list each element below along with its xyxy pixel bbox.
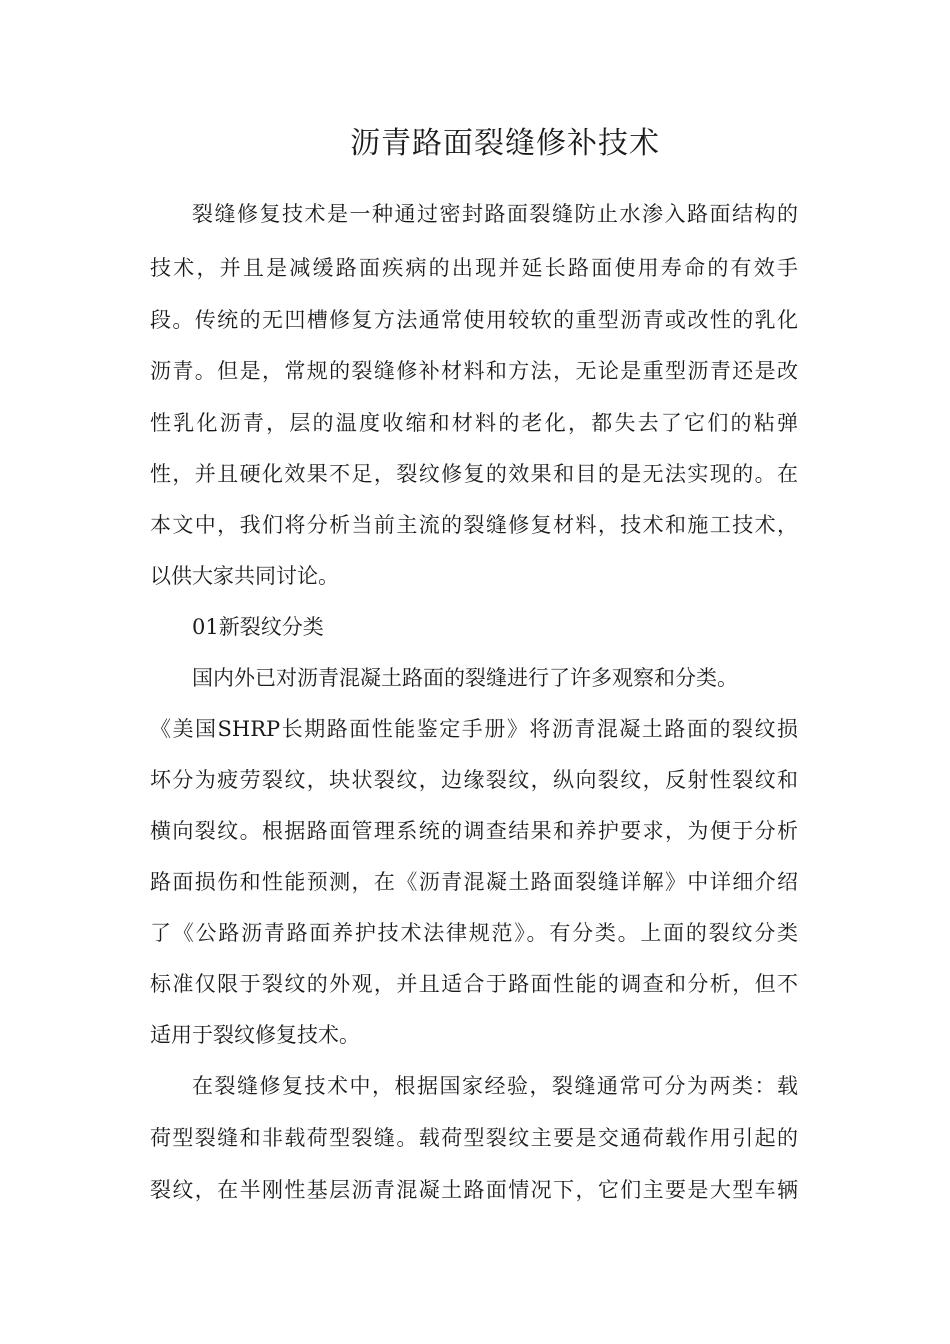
- paragraph-line: 沥青。但是，常规的裂缝修补材料和方法，无论是重型沥青还是改: [150, 359, 798, 383]
- paragraph-line: 国内外已对沥青混凝土路面的裂缝进行了许多观察和分类。: [192, 666, 738, 690]
- paragraph-line: 《美国SHRP长期路面性能鉴定手册》将沥青混凝土路面的裂纹损: [150, 717, 798, 741]
- paragraph-line: 裂缝修复技术是一种通过密封路面裂缝防止水渗入路面结构的: [192, 202, 798, 226]
- paragraph-line: 性，并且硬化效果不足，裂纹修复的效果和目的是无法实现的。在: [150, 462, 798, 486]
- paragraph-line: 荷型裂缝和非载荷型裂缝。载荷型裂纹主要是交通荷载作用引起的: [150, 1126, 798, 1150]
- paragraph-line: 了《公路沥青路面养护技术法律规范》。有分类。上面的裂纹分类: [150, 921, 798, 945]
- paragraph-line: 横向裂纹。根据路面管理系统的调查结果和养护要求，为便于分析: [150, 819, 798, 843]
- document-title: 沥青路面裂缝修补技术: [350, 126, 660, 161]
- paragraph-line: 裂纹，在半刚性基层沥青混凝土路面情况下，它们主要是大型车辆: [150, 1178, 798, 1202]
- paragraph-line: 段。传统的无凹槽修复方法通常使用较软的重型沥青或改性的乳化: [150, 308, 798, 332]
- paragraph-line: 以供大家共同讨论。: [150, 564, 339, 588]
- paragraph-line: 技术，并且是减缓路面疾病的出现并延长路面使用寿命的有效手: [150, 256, 798, 280]
- paragraph-line: 本文中，我们将分析当前主流的裂缝修复材料，技术和施工技术，: [150, 513, 798, 537]
- paragraph-line: 路面损伤和性能预测，在《沥青混凝土路面裂缝详解》中详细介绍: [150, 870, 798, 894]
- section-heading: 01新裂纹分类: [192, 615, 324, 639]
- paragraph-line: 性乳化沥青，层的温度收缩和材料的老化，都失去了它们的粘弹: [150, 411, 798, 435]
- paragraph-line: 标准仅限于裂纹的外观，并且适合于路面性能的调查和分析，但不: [150, 972, 798, 996]
- paragraph-line: 在裂缝修复技术中，根据国家经验，裂缝通常可分为两类：载: [192, 1074, 798, 1098]
- paragraph-line: 坏分为疲劳裂纹，块状裂纹，边缘裂纹，纵向裂纹，反射性裂纹和: [150, 768, 798, 792]
- paragraph-line: 适用于裂纹修复技术。: [150, 1023, 360, 1047]
